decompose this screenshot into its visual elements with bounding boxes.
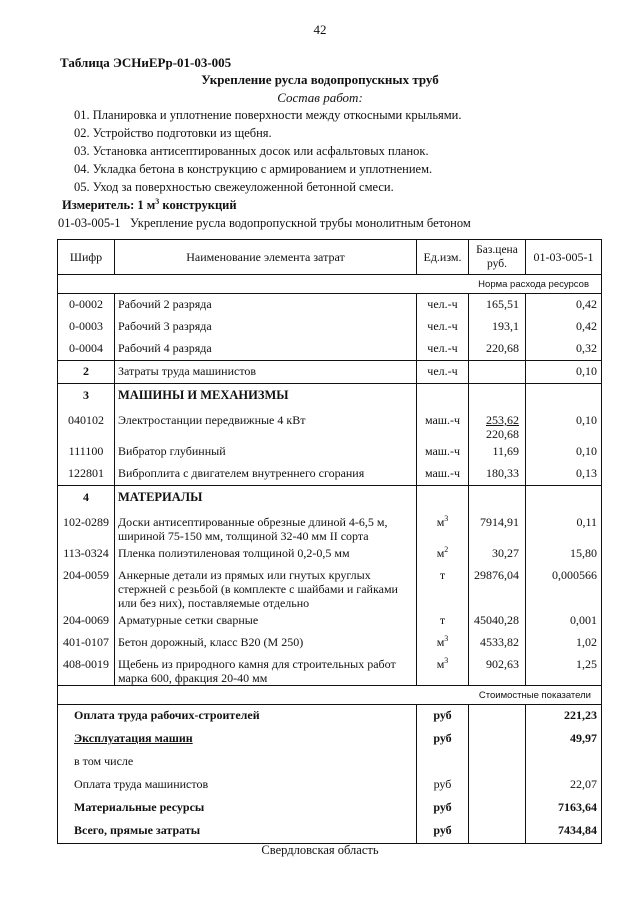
work-item: 02. Устройство подготовки из щебня.	[74, 126, 272, 140]
work-item: 05. Уход за поверхностью свежеуложенной бетонной смеси.	[74, 180, 394, 194]
row-unit: чел.-ч	[417, 316, 469, 338]
section-code: 3	[58, 384, 115, 411]
row-name: Рабочий 4 разряда	[115, 338, 417, 361]
row-price	[469, 361, 526, 384]
row-name: Электростанции передвижные 4 кВт	[115, 410, 417, 441]
row-value: 1,25	[526, 654, 602, 686]
row-name: Доски антисептированные обрезные длиной 4-6,5 м, шириной 75-150 мм, толщиной 32-40 мм II сорта	[115, 512, 417, 543]
row-code: 204-0069	[58, 610, 115, 632]
row-name: Рабочий 2 разряда	[115, 294, 417, 317]
row-price: 4533,82	[469, 632, 526, 654]
measure-unit: Измеритель: 1 $м^3$ конструкций	[62, 196, 237, 212]
row-price: 220,68	[469, 338, 526, 361]
section-heading: Укрепление русла водопропускных труб	[201, 72, 439, 87]
row-price: 7914,91	[469, 512, 526, 543]
row-unit: т	[417, 565, 469, 610]
section-row	[58, 486, 602, 513]
table-row	[58, 654, 602, 686]
work-item: 03. Установка антисептированных досок или асфальтовых планок.	[74, 144, 429, 158]
summary-row	[58, 774, 602, 797]
variant-name: Укрепление русла водопропускной трубы монолитным бетоном	[130, 216, 471, 230]
row-value: 0,001	[526, 610, 602, 632]
row-code: 0-0002	[58, 294, 115, 317]
row-name: Виброплита с двигателем внутреннего сгорания	[115, 463, 417, 486]
section-code: 4	[58, 486, 115, 513]
row-name: Анкерные детали из прямых или гнутых круглых стержней с резьбой (в комплекте с шайбами и гайками или без них), поставляемые отдельно	[115, 565, 417, 610]
summary-value: 7434,84	[526, 820, 602, 844]
section-row	[58, 384, 602, 411]
row-code: 111100	[58, 441, 115, 463]
summary-value: 22,07	[526, 774, 602, 797]
summary-name: Материальные ресурсы	[58, 797, 417, 820]
row-price: 193,1	[469, 316, 526, 338]
row-unit: маш.-ч	[417, 463, 469, 486]
row-code: 102-0289	[58, 512, 115, 543]
summary-value	[526, 751, 602, 774]
summary-name: в том числе	[58, 751, 417, 774]
row-name: Рабочий 3 разряда	[115, 316, 417, 338]
work-item: 01. Планировка и уплотнение поверхности между откосными крыльями.	[74, 108, 462, 122]
table-title: Таблица ЭСНиЕРр-01-03-005	[60, 55, 232, 70]
summary-value: 221,23	[526, 705, 602, 729]
summary-value: 7163,64	[526, 797, 602, 820]
summary-unit: руб	[417, 797, 469, 820]
row-code: 122801	[58, 463, 115, 486]
table-row	[58, 565, 602, 610]
table-row	[58, 463, 602, 486]
table-row	[58, 361, 602, 384]
row-name: Бетон дорожный, класс В20 (М 250)	[115, 632, 417, 654]
table-row	[58, 543, 602, 565]
row-value: 0,42	[526, 294, 602, 317]
col-header-unit: Ед.изм.	[417, 240, 469, 275]
row-value: 0,32	[526, 338, 602, 361]
row-code: 204-0059	[58, 565, 115, 610]
col-header-price: Баз.цена руб.	[469, 240, 526, 275]
section-title: МАШИНЫ И МЕХАНИЗМЫ	[115, 384, 417, 411]
row-unit: $м^3$	[417, 632, 469, 654]
row-value: 1,02	[526, 632, 602, 654]
summary-unit: руб	[417, 774, 469, 797]
col-header-name: Наименование элемента затрат	[115, 240, 417, 275]
row-name: Вибратор глубинный	[115, 441, 417, 463]
summary-row	[58, 820, 602, 844]
row-unit: маш.-ч	[417, 410, 469, 441]
row-code: 408-0019	[58, 654, 115, 686]
summary-value: 49,97	[526, 728, 602, 751]
row-name: Щебень из природного камня для строительных работ марка 600, фракция 20-40 мм	[115, 654, 417, 686]
summary-row	[58, 728, 602, 751]
row-value: 0,000566	[526, 565, 602, 610]
row-value: 0,10	[526, 410, 602, 441]
resource-table	[57, 239, 602, 844]
col-header-value: 01-03-005-1	[526, 240, 602, 275]
row-unit: чел.-ч	[417, 294, 469, 317]
row-value: 0,11	[526, 512, 602, 543]
table-row	[58, 441, 602, 463]
table-row	[58, 512, 602, 543]
row-name: Затраты труда машинистов	[115, 361, 417, 384]
summary-name: Оплата труда машинистов	[58, 774, 417, 797]
row-price: 253,62 220,68	[469, 410, 526, 441]
work-item: 04. Укладка бетона в конструкцию с армированием и уплотнением.	[74, 162, 433, 176]
variant-code: 01-03-005-1	[58, 216, 121, 230]
table-row	[58, 610, 602, 632]
row-price: 165,51	[469, 294, 526, 317]
summary-unit	[417, 751, 469, 774]
row-code: 040102	[58, 410, 115, 441]
row-code: 0-0004	[58, 338, 115, 361]
row-price: 180,33	[469, 463, 526, 486]
page-number: 42	[313, 22, 327, 37]
row-unit: маш.-ч	[417, 441, 469, 463]
row-price: 45040,28	[469, 610, 526, 632]
row-unit: т	[417, 610, 469, 632]
summary-name: Оплата труда рабочих-строителей	[58, 705, 417, 729]
row-price: 11,69	[469, 441, 526, 463]
row-unit: $м^3$	[417, 654, 469, 686]
row-value: 15,80	[526, 543, 602, 565]
summary-unit: руб	[417, 728, 469, 751]
norm-label: Норма расхода ресурсов	[58, 275, 602, 294]
row-unit: чел.-ч	[417, 361, 469, 384]
row-price: 902,63	[469, 654, 526, 686]
summary-row	[58, 797, 602, 820]
row-value: 0,13	[526, 463, 602, 486]
section-title: МАТЕРИАЛЫ	[115, 486, 417, 513]
row-price: 29876,04	[469, 565, 526, 610]
row-unit: чел.-ч	[417, 338, 469, 361]
row-value: 0,10	[526, 441, 602, 463]
summary-name: Всего, прямые затраты	[58, 820, 417, 844]
table-row	[58, 316, 602, 338]
summary-unit: руб	[417, 820, 469, 844]
row-name: Арматурные сетки сварные	[115, 610, 417, 632]
summary-name: Эксплуатация машин	[58, 728, 417, 751]
row-code: 0-0003	[58, 316, 115, 338]
row-name: Пленка полиэтиленовая толщиной 0,2-0,5 мм	[115, 543, 417, 565]
row-code: 2	[58, 361, 115, 384]
summary-unit: руб	[417, 705, 469, 729]
work-composition-label: Состав работ:	[277, 90, 363, 105]
summary-row	[58, 705, 602, 729]
row-price: 30,27	[469, 543, 526, 565]
cost-label: Стоимостные показатели	[58, 686, 602, 705]
summary-row	[58, 751, 602, 774]
row-unit: $м^3$	[417, 512, 469, 543]
table-row	[58, 338, 602, 361]
col-header-code: Шифр	[58, 240, 115, 275]
table-row	[58, 632, 602, 654]
page-footer: Свердловская область	[261, 843, 379, 857]
row-value: 0,42	[526, 316, 602, 338]
table-row	[58, 294, 602, 317]
table-row	[58, 410, 602, 441]
row-value: 0,10	[526, 361, 602, 384]
row-code: 113-0324	[58, 543, 115, 565]
row-unit: $м^2$	[417, 543, 469, 565]
row-code: 401-0107	[58, 632, 115, 654]
variant-line	[58, 216, 471, 231]
